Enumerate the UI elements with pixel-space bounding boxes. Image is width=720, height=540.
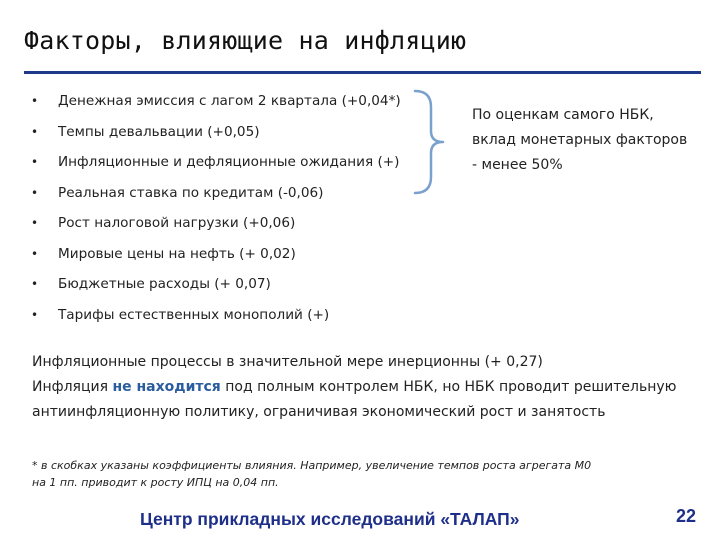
note-line: По оценкам самого НБК, [472,107,654,123]
bullet-icon: • [31,94,39,108]
summary-line-policy: антиинфляционную политику, ограничивая экономический рост и занятость [32,404,606,420]
bullet-icon: • [31,246,39,261]
factor-item [28,272,401,303]
factor-text: Реальная ставка по кредитам (-0,06) [58,184,324,201]
factor-item [28,211,401,242]
factor-text: Рост налоговой нагрузки (+0,06) [58,215,296,231]
factor-item [28,120,401,151]
factor-text: Инфляционные и дефляционные ожидания (+) [58,154,400,170]
factor-item [28,89,401,120]
summary-line-control [32,375,676,400]
factor-text: Темпы девальвации (+0,05) [58,123,260,140]
footnote [32,457,591,491]
factor-item [28,181,401,212]
factor-text: Денежная эмиссия с лагом 2 квартала (+0,04*) [58,93,401,109]
curly-brace-icon [411,89,445,195]
emphasis-text: не находится [112,379,221,395]
factor-text: Бюджетные расходы (+ 0,07) [58,276,271,292]
footnote-line: на 1 пп. приводит к росту ИПЦ на 0,04 пп. [32,476,279,489]
slide-title: Факторы, влияющие на инфляцию [24,26,467,55]
footnote-line: * в скобках указаны коэффициенты влияния. Например, увеличение темпов роста агрегата М0 [32,459,592,472]
title-underline [24,71,701,74]
factor-item [28,303,401,334]
note-line: - менее 50% [472,157,563,173]
footer-organization: Центр прикладных исследований «ТАЛАП» [140,509,520,529]
summary-text: под полным контролем НБК, но НБК проводит решительную [220,379,677,395]
bullet-icon: • [31,277,39,291]
summary-line-inertia: Инфляционные процессы в значительной мере инерционны (+ 0,27) [32,354,543,370]
factor-item [28,150,401,181]
monetary-factors-note [472,103,687,178]
bullet-icon: • [31,124,39,139]
page-number: 22 [676,506,697,526]
factor-text: Мировые цены на нефть (+ 0,02) [58,245,296,262]
bullet-icon: • [31,307,39,322]
bullet-icon: • [31,185,39,200]
bullet-icon: • [31,216,39,230]
bullet-icon: • [31,155,39,169]
factor-list [28,89,401,333]
note-line: вклад монетарных факторов [472,132,688,148]
summary-paragraph [32,350,676,425]
factor-item [28,242,401,273]
summary-text: Инфляция [32,379,113,395]
factor-text: Тарифы естественных монополий (+) [58,306,330,323]
